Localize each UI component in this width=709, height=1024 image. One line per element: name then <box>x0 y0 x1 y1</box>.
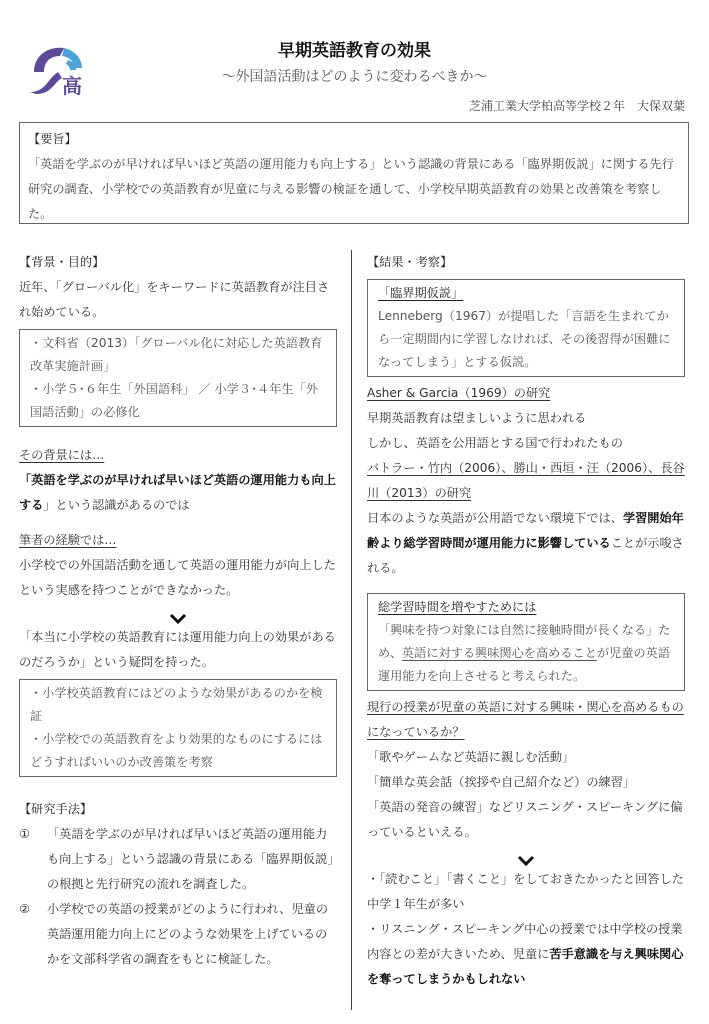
butler-text <box>367 506 685 581</box>
asher-heading: Asher & Garcia（1969）の研究 <box>367 386 551 400</box>
butler-heading: バトラー・竹内（2006）、勝山・西垣・汪（2006）、長谷川（2013）の研究 <box>367 461 685 500</box>
background-heading: 【背景・目的】 <box>19 255 105 269</box>
poster-subtitle: ～外国語活動はどのように変わるべきか～ <box>221 69 488 85</box>
policy-item: ・文科省（2013）「グローバル化に対応した英語教育改革実施計画」 <box>30 336 323 373</box>
question-text: 「本当に小学校の英語教育には運用能力向上の効果があるのだろうか」という疑問を持った。 <box>19 630 336 669</box>
context-heading: その背景には… <box>19 448 105 462</box>
current-class-question: 現行の授業が児童の英語に対する興味・関心を高めるものになっているか？ <box>367 700 684 739</box>
critical-period-box <box>367 279 685 377</box>
poster-title: 早期英語教育の効果 <box>278 41 431 61</box>
logo-text: 高 <box>62 74 82 98</box>
method-item <box>19 897 337 972</box>
study-time-title: 総学習時間を増やすためには <box>378 600 537 614</box>
study-time-a: 「興味を持つ対象には自然に接触時間が長くなる」ため、 <box>378 623 671 660</box>
study-time-text <box>378 619 674 688</box>
left-column <box>19 250 337 972</box>
asher-line: しかし、英語を公用語とする国で行われたもの <box>367 436 623 450</box>
chevron-down-icon <box>367 845 685 867</box>
abstract-body: 「英語を学ぶのが早ければ早いほど英語の運用能力も向上する」という認識の背景にある「臨界期仮説」に関する先行研究の調査、小学校での英語教育が児童に与える影響の検証を通して、小学校早期英語教育の効果と改善策を考察した。 <box>28 157 674 221</box>
activity-item: 「簡単な英会話（挨拶や自己紹介など）の練習」 <box>367 775 636 789</box>
study-time-underlined: 英語に対する興味関心を高めること <box>401 646 597 660</box>
context-rest: 」という認識があるのでは <box>43 498 190 512</box>
conclusion-text: ・リスニング・スピーキング中心の授業では中学校の授業内容との差が大きいため、児童に <box>367 922 683 961</box>
activity-item: 「歌やゲームなど英語に親しむ活動」 <box>367 750 575 764</box>
chevron-down-icon <box>19 603 337 625</box>
method-text: 「英語を学ぶのが早ければ早いほど英語の運用能力も向上する」という認識の背景にある「臨界期仮説」の根拠と先行研究の流れを調査した。 <box>47 827 334 891</box>
right-column <box>367 250 685 992</box>
method-text: 小学校での英語の授業がどのように行われ、児童の英語運用能力向上にどのような効果を上げているのかを文部科学省の調査をもとに検証した。 <box>47 902 329 966</box>
study-time-box <box>367 593 685 691</box>
critical-period-title: 「臨界期仮説」 <box>378 286 464 300</box>
butler-text-bold: 学習開始年齢より総学習時間が運用能力に影響している <box>367 511 684 550</box>
author-line: 芝浦工業大学柏高等学校２年 大保双葉 <box>468 99 685 113</box>
background-text: 近年、「グローバル化」をキーワードに英語教育が注目され始めている。 <box>19 280 330 319</box>
purpose-item: ・小学校英語教育にはどのような効果があるのかを検証 <box>30 686 323 723</box>
conclusion-bold: 苦手意識を与え興味関心を奪ってしまうかもしれない <box>367 947 684 986</box>
butler-text-c: ことが示唆される。 <box>367 536 684 575</box>
asher-line: 早期英語教育は望ましいように思われる <box>367 411 587 425</box>
study-time-c: が児童の英語運用能力を向上させると考えられた。 <box>378 646 671 683</box>
context-statement <box>19 468 337 518</box>
policy-box <box>19 329 337 427</box>
purpose-item: ・小学校での英語教育をより効果的なものにするにはどうすればいいのか改善策を考察 <box>30 732 323 769</box>
experience-heading: 筆者の経験では… <box>19 533 117 547</box>
method-number: ① <box>19 827 30 841</box>
policy-item: ・小学５･６年生「外国語科」 ／ 小学３･４年生「外国語活動」の必修化 <box>30 382 319 419</box>
results-heading: 【結果・考察】 <box>367 255 453 269</box>
experience-text: 小学校での外国語活動を通して英語の運用能力が向上したという実感を持つことができなかった。 <box>19 558 336 597</box>
context-bold: 「英語を学ぶのが早ければ早いほど英語の運用能力も向上する <box>19 473 336 512</box>
abstract-box <box>19 122 689 224</box>
butler-text-a: 日本のような英語が公用語でない環境下では、 <box>367 511 623 525</box>
method-heading: 【研究手法】 <box>19 802 93 816</box>
method-number: ② <box>19 902 30 916</box>
conclusion-item: ・「読むこと」「書くこと」をしておきたかったと回答した中学１年生が多い <box>367 872 684 911</box>
conclusion-item <box>367 917 685 992</box>
critical-period-text: Lenneberg（1967）が提唱した「言語を生まれてから一定期間内に学習しなければ、その後習得が困難になってしまう」とする仮説。 <box>378 309 671 369</box>
activity-item: 「英語の発音の練習」などリスニング・スピーキングに偏っているといえる。 <box>367 800 683 839</box>
abstract-heading: 【要旨】 <box>28 132 77 146</box>
purpose-box <box>19 679 337 777</box>
method-item <box>19 822 337 897</box>
column-divider <box>351 250 352 1010</box>
